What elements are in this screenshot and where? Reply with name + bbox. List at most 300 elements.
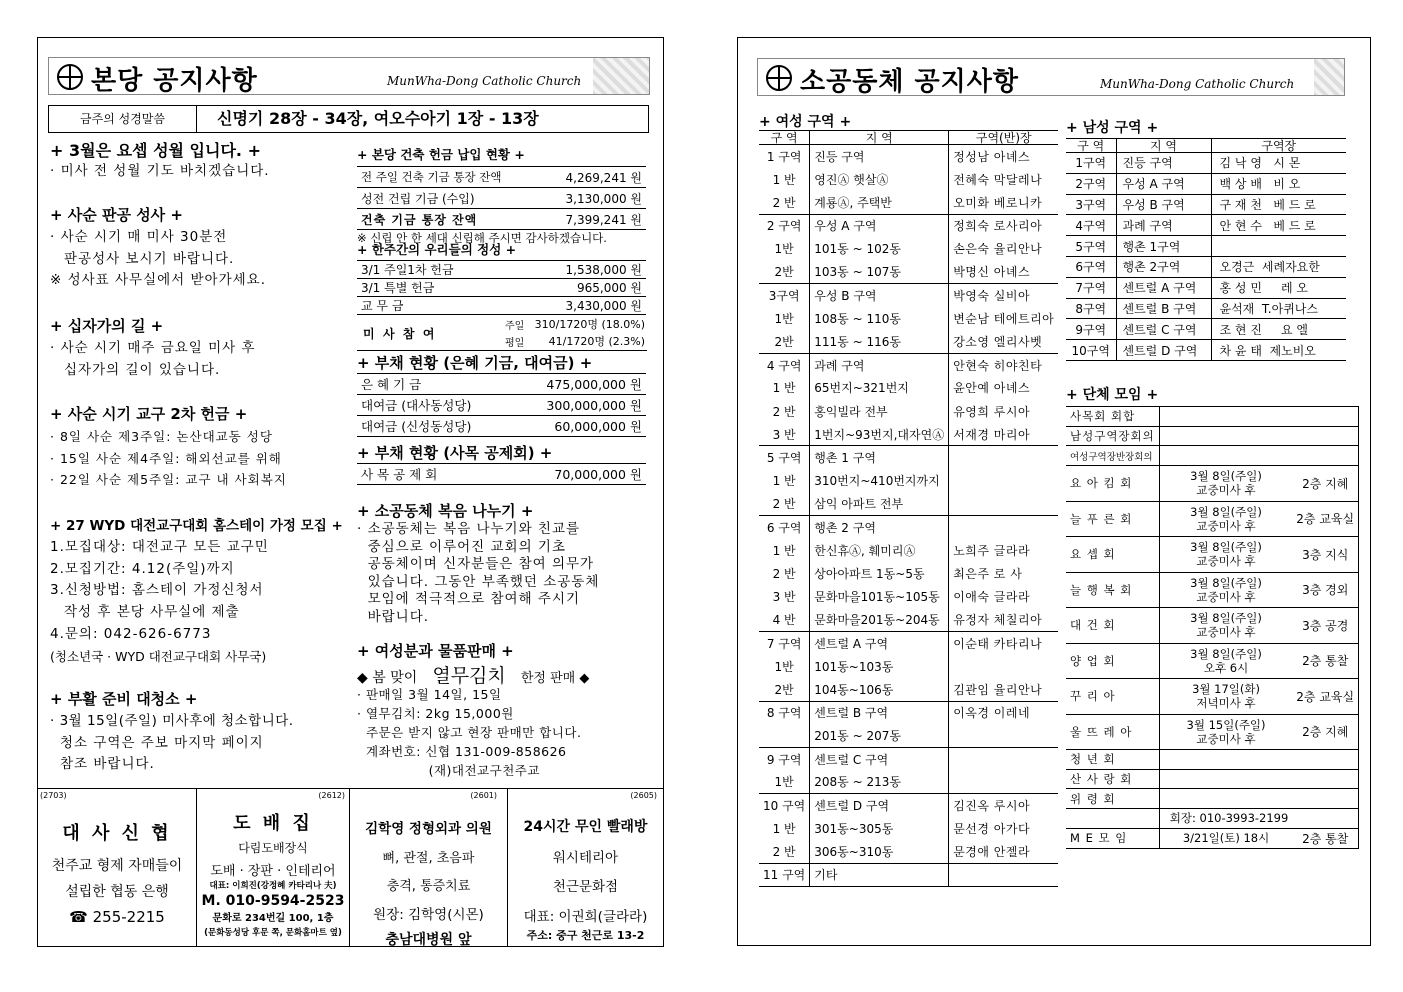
district-cell: 8구역 — [1066, 298, 1116, 319]
ad-line: 충남대병원 앞 — [385, 932, 472, 948]
community-section — [357, 500, 647, 626]
group-place: 3층 지식 — [1292, 537, 1358, 573]
ad-line: (문화동성당 후문 쪽, 문화홈마트 옆) — [204, 928, 342, 938]
district-cell: 2반 — [759, 678, 810, 701]
table-row — [759, 376, 1058, 399]
table-row — [759, 863, 1058, 886]
group-time-line: 교중미사 후 — [1196, 518, 1256, 533]
area-cell: 우성 B 구역 — [810, 284, 949, 307]
district-cell: 9구역 — [1066, 319, 1116, 340]
leader-cell — [949, 469, 1059, 492]
leader-cell: 전혜숙 막달레나 — [953, 172, 1043, 187]
area-cell: 센트럴 C 구역 — [1116, 319, 1211, 340]
area-cell: 삼익 아파트 전부 — [810, 492, 949, 515]
table-row — [1066, 501, 1359, 537]
kimchi-heading: + 여성분과 물품판매 + — [357, 642, 514, 660]
district-cell: 1 반 — [759, 539, 810, 562]
leader-cell — [949, 747, 1059, 770]
ad-credit-union — [38, 789, 196, 946]
kimchi-promo-b: 열무김치 — [432, 665, 506, 687]
community-line: · 소공동체는 복음 나누기와 친교를 — [357, 521, 581, 537]
group-time-line: 교중미사 후 — [1196, 589, 1256, 604]
table-row — [357, 395, 646, 416]
groups-section — [1066, 384, 1355, 849]
debt2-table — [357, 463, 646, 485]
table-row — [357, 209, 646, 230]
notice-4 — [50, 403, 287, 491]
group-date — [1159, 608, 1292, 644]
leader-cell: 서재경 마리아 — [953, 427, 1031, 442]
group-place: 2층 지혜 — [1292, 466, 1358, 502]
table-row — [759, 284, 1058, 307]
notice-line: 청소 구역은 주보 마지막 페이지 — [60, 734, 264, 751]
left-subtitle: MunWha-Dong Catholic Church — [387, 74, 582, 88]
right-subtitle: MunWha-Dong Catholic Church — [1100, 77, 1295, 91]
group-name: 울 뜨 레 아 — [1066, 714, 1159, 750]
group-name: 양 업 회 — [1066, 643, 1159, 679]
ad-line: 뼈, 관절, 초음파 — [382, 851, 475, 866]
district-cell: 1 반 — [759, 376, 810, 399]
district-cell: 10구역 — [1066, 340, 1116, 361]
table-row — [759, 423, 1058, 446]
building-fund — [357, 145, 647, 246]
offering-amount: 1,538,000 원 — [514, 261, 646, 279]
building-item: 성전 건립 기금 (수입) — [357, 188, 541, 209]
reading-text: 신명기 28장 - 34장, 여오수아기 1장 - 13장 — [217, 109, 539, 128]
area-cell: 201동 ~ 207동 — [810, 724, 949, 747]
left-title: 본당 공지사항 — [91, 66, 258, 95]
leader-cell: 김관임 율리안나 — [953, 682, 1043, 697]
group-time-line: 교중미사 후 — [1196, 731, 1256, 746]
district-cell: 5 구역 — [759, 446, 810, 469]
group-place: 2층 교육실 — [1292, 679, 1358, 715]
group-date — [1159, 466, 1292, 502]
notice-line: 작성 후 본당 사무실에 제출 — [64, 604, 240, 621]
debt2-item: 사 목 공 제 회 — [357, 464, 492, 485]
women-heading: + 여성 구역 + — [759, 114, 852, 130]
ad-line: 문화로 234번길 100, 1층 — [212, 913, 334, 924]
kimchi-promo-a: ◆ 봄 맞이 — [357, 670, 418, 686]
building-heading: + 본당 건축 헌금 납입 현황 + — [357, 147, 525, 162]
group-name: 여성구역장반장회의 — [1066, 446, 1159, 466]
group-date-line: 3월 8일(주일) — [1190, 540, 1262, 555]
debt2-amount: 70,000,000 원 — [492, 464, 646, 485]
group-name: M E 모 임 — [1066, 828, 1159, 848]
table-row — [357, 297, 646, 315]
district-cell: 5구역 — [1066, 236, 1116, 257]
ad-phone: ☎ 255-2215 — [69, 908, 165, 926]
notice-line: 십자가의 길이 있습니다. — [64, 361, 221, 378]
group-time-line: 저녁미사 후 — [1196, 696, 1256, 711]
notice-line: 1.모집대상: 대전교구 모든 교구민 — [50, 539, 269, 555]
offering-item: 3/1 특별 헌금 — [357, 279, 514, 297]
leader-cell — [949, 516, 1059, 539]
group-time-line: 교중미사 후 — [1196, 625, 1256, 640]
table-row — [1066, 153, 1346, 174]
table-row — [759, 469, 1058, 492]
area-cell: 센트럴 B 구역 — [810, 701, 949, 724]
table-row — [759, 678, 1058, 701]
group-name: 요 아 킴 회 — [1066, 466, 1159, 502]
table-row — [1066, 608, 1359, 644]
group-date — [1159, 750, 1292, 770]
district-cell: 1반 — [759, 307, 810, 330]
groups-table-body — [1066, 407, 1359, 849]
table-row — [759, 516, 1058, 539]
debt-section-1 — [357, 352, 647, 437]
ad-name: 김학영 정형외과 의원 — [365, 821, 492, 837]
ad-line: 다림도배장식 — [238, 841, 308, 855]
ad-line: 워시테리아 — [552, 850, 619, 866]
group-place — [1292, 809, 1358, 829]
table-row — [1066, 256, 1346, 277]
ad-phone: M. 010-9594-2523 — [201, 893, 345, 909]
district-cell: 2반 — [759, 330, 810, 353]
leader-cell: 변순남 테에트리아 — [953, 311, 1055, 326]
notice-2 — [50, 204, 266, 292]
group-date-line: 3월 8일(주일) — [1190, 611, 1262, 626]
district-cell: 8 구역 — [759, 701, 810, 724]
district-cell: 3 반 — [759, 423, 810, 446]
debt-section-2 — [357, 442, 647, 485]
table-row — [759, 145, 1058, 168]
table-row — [1066, 236, 1346, 257]
notice-line: · 8일 사순 제3주일: 논산대교동 성당 — [50, 429, 273, 444]
group-date — [1159, 572, 1292, 608]
group-date-line: 3월 8일(주일) — [1190, 575, 1262, 590]
table-row — [759, 237, 1058, 260]
leader-cell: 최은주 로 사 — [953, 566, 1023, 581]
building-amount: 4,269,241 원 — [541, 167, 646, 188]
table-row — [759, 168, 1058, 191]
ad-number: (2601) — [470, 791, 497, 800]
group-place: 2층 통찰 — [1292, 643, 1358, 679]
notice-line: 판공성사 보시기 바랍니다. — [64, 250, 235, 267]
area-cell: 101동 ~ 102동 — [810, 237, 949, 260]
ad-line: 주소: 중구 천근로 13-2 — [526, 929, 645, 942]
district-cell: 4 구역 — [759, 353, 810, 376]
community-line: 중심으로 이루어진 교회의 기초 — [357, 538, 566, 555]
group-place — [1292, 426, 1358, 446]
area-cell: 기타 — [810, 863, 949, 886]
table-row — [1066, 789, 1359, 809]
leader-cell — [949, 724, 1059, 747]
mass-sunday-value: 310/1720명 (18.0%) — [534, 318, 645, 331]
table-row — [1066, 277, 1346, 298]
table-row — [1066, 769, 1359, 789]
offering-section — [357, 240, 647, 351]
ad-name: 도 배 집 — [233, 813, 313, 834]
district-cell: 4구역 — [1066, 215, 1116, 236]
leader-cell: 윤석재 T.아퀴나스 — [1211, 298, 1346, 319]
cross-logo-icon — [57, 64, 83, 90]
area-cell: 310번지~410번지까지 — [810, 469, 949, 492]
area-cell: 센트럴 D 구역 — [1116, 340, 1211, 361]
notice-line: · 미사 전 성월 기도 바치겠습니다. — [50, 163, 270, 179]
debt1-amount: 475,000,000 원 — [511, 374, 646, 395]
header-pattern — [1314, 59, 1344, 96]
district-cell: 1 반 — [759, 168, 810, 191]
kimchi-line: 주문은 받지 않고 현장 판매만 합니다. — [357, 725, 582, 740]
area-cell: 영진Ⓐ 햇살Ⓐ — [810, 168, 949, 191]
ad-line: 대표: 이권희(글라라) — [523, 909, 648, 925]
notice-heading: + 3월은 요셉 성월 입니다. + — [50, 141, 261, 160]
group-place: 3층 경외 — [1292, 572, 1358, 608]
table-row — [759, 631, 1058, 654]
area-cell: 행촌 1 구역 — [810, 446, 949, 469]
debt2-heading: + 부채 현황 (사목 공제회) + — [357, 444, 553, 462]
table-row — [1066, 319, 1346, 340]
table-row — [759, 817, 1058, 840]
offering-amount: 3,430,000 원 — [514, 297, 646, 315]
leader-cell: 강소영 엘리사벳 — [953, 334, 1043, 349]
table-header-row — [759, 131, 1058, 145]
leader-cell: 안현숙 히야친타 — [953, 358, 1043, 373]
leader-cell: 박영숙 실비아 — [953, 288, 1031, 303]
table-row — [759, 330, 1058, 353]
debt1-item: 대여금 (대사동성당) — [357, 395, 511, 416]
leader-cell — [949, 492, 1059, 515]
area-cell: 진등 구역 — [810, 145, 949, 168]
district-cell: 2 반 — [759, 400, 810, 423]
offering-item: 3/1 주일1차 헌금 — [357, 261, 514, 279]
table-row — [759, 400, 1058, 423]
district-cell — [759, 724, 810, 747]
district-cell: 2 반 — [759, 562, 810, 585]
area-cell: 과례 구역 — [810, 353, 949, 376]
group-place — [1292, 750, 1358, 770]
ad-line: 충격, 통증치료 — [386, 879, 471, 894]
notice-line: 4.문의: 042-626-6773 — [50, 625, 212, 642]
area-cell: 센트럴 C 구역 — [810, 747, 949, 770]
leader-cell: 윤안예 아녜스 — [953, 381, 1031, 396]
mass-weekday-label: 평일 — [505, 338, 525, 349]
right-header — [757, 58, 1345, 96]
notice-1 — [50, 138, 270, 183]
leader-cell: 홍 성 민 레 오 — [1211, 277, 1346, 298]
leader-cell: 유정자 체칠리아 — [953, 613, 1043, 628]
district-cell: 6 구역 — [759, 516, 810, 539]
table-row — [759, 794, 1058, 817]
kimchi-line: · 열무김치: 2kg 15,000원 — [357, 706, 514, 721]
group-name: 늘 행 복 회 — [1066, 572, 1159, 608]
ad-number: (2612) — [318, 791, 345, 800]
notice-heading: + 십자가의 길 + — [50, 317, 164, 335]
table-row — [759, 260, 1058, 283]
notice-heading: + 사순 시기 교구 2차 헌금 + — [50, 405, 248, 423]
notice-heading: + 27 WYD 대전교구대회 홈스테이 가정 모집 + — [50, 518, 343, 534]
table-row — [1066, 446, 1359, 466]
district-cell: 1구역 — [1066, 153, 1116, 174]
table-row — [1066, 679, 1359, 715]
leader-cell: 조 현 진 요 엘 — [1211, 319, 1346, 340]
table-row — [1066, 466, 1359, 502]
leader-cell: 이옥경 이레네 — [953, 706, 1031, 721]
area-cell: 306동~310동 — [810, 840, 949, 863]
table-row — [357, 188, 646, 209]
men-heading: + 남성 구역 + — [1066, 120, 1159, 136]
district-cell: 1 구역 — [759, 145, 810, 168]
area-cell: 1번지~93번지,대자연Ⓐ — [810, 423, 949, 446]
group-name: 산 사 랑 회 — [1066, 769, 1159, 789]
district-cell: 6구역 — [1066, 256, 1116, 277]
notice-3 — [50, 315, 256, 381]
kimchi-line: · 판매일 3월 14일, 15일 — [357, 687, 502, 702]
building-amount: 7,399,241 원 — [541, 209, 646, 230]
group-place — [1292, 446, 1358, 466]
women-table-body — [759, 145, 1058, 887]
table-row — [759, 840, 1058, 863]
kimchi-promo — [357, 661, 652, 685]
notice-heading: + 사순 판공 성사 + — [50, 206, 183, 224]
area-cell: 104동~106동 — [810, 678, 949, 701]
right-title: 소공동체 공지사항 — [800, 67, 1019, 96]
area-cell: 우성 A 구역 — [810, 214, 949, 237]
reading-box — [48, 105, 649, 133]
offering-table — [357, 260, 646, 315]
ad-line: 대표: 이희진(강정혜 카타리나 夫) — [209, 881, 337, 891]
notice-line: · 15일 사순 제4주일: 해외선교를 위해 — [50, 450, 282, 466]
women-table — [759, 130, 1058, 887]
ad-name: 대 사 신 협 — [62, 823, 172, 844]
column-header: 지 역 — [810, 131, 949, 145]
reading-label: 금주의 성경말씀 — [49, 106, 197, 132]
table-row — [1066, 750, 1359, 770]
table-row — [759, 191, 1058, 214]
left-header — [48, 57, 650, 95]
ad-clinic — [350, 789, 507, 946]
table-row — [759, 353, 1058, 376]
group-name: 위 령 회 — [1066, 789, 1159, 809]
area-cell: 행촌 2 구역 — [810, 516, 949, 539]
area-cell: 101동~103동 — [810, 655, 949, 678]
table-row — [1066, 828, 1359, 848]
area-cell: 301동~305동 — [810, 817, 949, 840]
area-cell: 문화마을101동~105동 — [810, 585, 949, 608]
ad-line: 도배 · 장판 · 인테리어 — [210, 864, 336, 879]
ad-name: 24시간 무인 빨래방 — [523, 819, 648, 835]
column-header: 구역(반)장 — [949, 131, 1059, 145]
community-heading: + 소공동체 복음 나누기 + — [357, 502, 534, 520]
group-date-line: 3월 8일(주일) — [1190, 469, 1262, 484]
notice-line: · 사순 시기 매 미사 30분전 — [50, 229, 228, 245]
district-cell: 1 반 — [759, 469, 810, 492]
community-line: 공동체이며 신자분들은 참여 의무가 — [357, 556, 595, 572]
leader-cell: 정희숙 로사리아 — [953, 219, 1043, 234]
table-row — [759, 307, 1058, 330]
district-cell: 9 구역 — [759, 747, 810, 770]
notice-6 — [50, 688, 294, 776]
table-row — [1066, 809, 1359, 829]
building-amount: 3,130,000 원 — [541, 188, 646, 209]
area-cell: 센트럴 A 구역 — [810, 631, 949, 654]
group-name: 남성구역장회의 — [1066, 426, 1159, 446]
table-row — [759, 562, 1058, 585]
area-cell: 우성 B 구역 — [1116, 194, 1211, 215]
group-date — [1159, 446, 1292, 466]
debt1-table — [357, 373, 646, 437]
men-district — [1066, 118, 1346, 361]
group-place: 2층 교육실 — [1292, 501, 1358, 537]
table-row — [357, 464, 646, 485]
table-row — [1066, 173, 1346, 194]
column-header: 구역장 — [1211, 139, 1346, 153]
table-row — [1066, 643, 1359, 679]
women-district — [759, 114, 1055, 887]
area-cell: 홍익빌라 전부 — [810, 400, 949, 423]
table-row — [759, 771, 1058, 794]
offering-amount: 965,000 원 — [514, 279, 646, 297]
group-date: 회장: 010-3993-2199 — [1159, 809, 1292, 829]
table-row — [759, 539, 1058, 562]
group-date — [1159, 537, 1292, 573]
kimchi-line: 계좌번호: 신협 131-009-858626 — [357, 744, 567, 759]
groups-heading: + 단체 모임 + — [1066, 387, 1159, 403]
ad-number: (2703) — [40, 791, 67, 800]
notice-line: 참조 바랍니다. — [60, 756, 155, 772]
community-line: 있습니다. 그동안 부족했던 소공동체 — [357, 573, 600, 590]
district-cell: 3구역 — [759, 284, 810, 307]
table-row — [759, 446, 1058, 469]
notice-5 — [50, 514, 343, 667]
group-date-line: 3월 15일(주일) — [1186, 717, 1266, 732]
debt1-item: 은 혜 기 금 — [357, 374, 511, 395]
group-date — [1159, 426, 1292, 446]
table-row — [357, 167, 646, 188]
debt1-item: 대여금 (신성동성당) — [357, 416, 511, 437]
leader-cell: 이순태 카타리나 — [953, 636, 1043, 651]
ad-wallpaper — [197, 789, 349, 946]
leader-cell: 노희주 글라라 — [953, 543, 1031, 558]
leader-cell: 김진옥 루시아 — [953, 799, 1031, 814]
district-cell: 3구역 — [1066, 194, 1116, 215]
table-row — [759, 214, 1058, 237]
group-name: 꾸 리 아 — [1066, 679, 1159, 715]
leader-cell — [949, 655, 1059, 678]
groups-table — [1066, 406, 1359, 849]
notice-line: · 사순 시기 매주 금요일 미사 후 — [50, 340, 256, 356]
ad-line: 천근문화점 — [552, 879, 619, 895]
ad-laundry — [508, 789, 663, 946]
group-name: 요 셉 회 — [1066, 537, 1159, 573]
district-cell: 7구역 — [1066, 277, 1116, 298]
district-cell: 2반 — [759, 260, 810, 283]
notice-line: (청소년국 · WYD 대전교구대회 사무국) — [50, 648, 267, 664]
district-cell: 1 반 — [759, 817, 810, 840]
district-cell: 2 반 — [759, 492, 810, 515]
district-cell: 2구역 — [1066, 173, 1116, 194]
table-row — [759, 701, 1058, 724]
column-header: 구 역 — [759, 131, 810, 145]
debt1-heading: + 부채 현황 (은혜 기금, 대여금) + — [357, 354, 593, 372]
table-row — [759, 655, 1058, 678]
leader-cell: 이애숙 글라라 — [953, 590, 1031, 605]
table-row — [357, 416, 646, 437]
group-time-line: 오후 6시 — [1203, 660, 1249, 675]
district-cell: 10 구역 — [759, 794, 810, 817]
notice-line: · 3월 15일(주일) 미사후에 청소합니다. — [50, 713, 294, 729]
district-cell: 2 반 — [759, 191, 810, 214]
district-cell: 2 구역 — [759, 214, 810, 237]
table-row — [1066, 426, 1359, 446]
leader-cell: 김 낙 영 시 몬 — [1211, 153, 1346, 174]
table-row — [1066, 572, 1359, 608]
group-date — [1159, 679, 1292, 715]
group-time-line: 교중미사 후 — [1196, 554, 1256, 569]
offering-heading: + 한주간의 우리들의 정성 + — [357, 242, 517, 257]
group-name: 청 년 회 — [1066, 750, 1159, 770]
table-row — [357, 279, 646, 297]
